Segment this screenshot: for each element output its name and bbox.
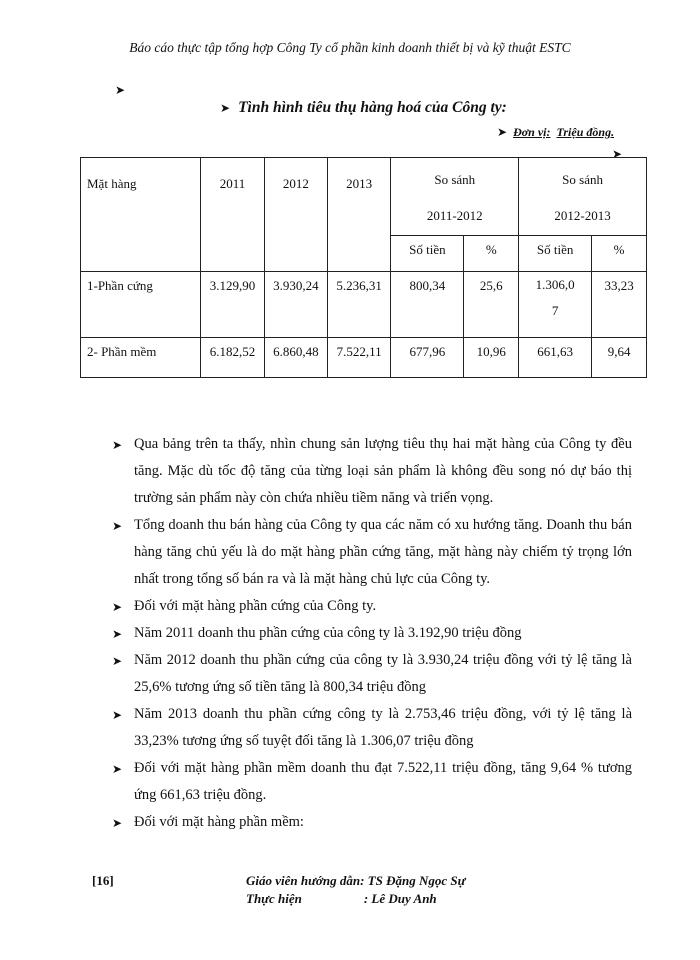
arrowhead-right-icon: ➤ [112, 816, 123, 830]
header-year-2012: 2012 [264, 158, 327, 272]
list-item [112, 647, 632, 701]
list-item [112, 620, 632, 647]
list-item [112, 755, 632, 809]
cell-amount-1: 800,34 [391, 272, 464, 338]
list-item-text: Năm 2011 doanh thu phần cứng của công ty là 3.192,90 triệu đồng [134, 625, 522, 641]
header-year-2013: 2013 [328, 158, 391, 272]
cell-amount-2 [519, 272, 592, 338]
cell-pct-1: 10,96 [464, 338, 519, 378]
cell-pct-2: 9,64 [592, 338, 647, 378]
list-item [112, 431, 632, 512]
list-item-text: Qua bảng trên ta thấy, nhìn chung sản lượng tiêu thụ hai mặt hàng của Công ty đều tăng. Mặc dù tốc độ tăng của từng loại sản phẩm là không đều song nó dự báo thị trường sản phẩm này còn chứa nhiều tiềm năng và triển vọng. [134, 436, 632, 506]
cell-amount-2: 661,63 [519, 338, 592, 378]
cell-amount-2-line2: 7 [551, 303, 559, 318]
arrowhead-right-icon: ➤ [112, 654, 123, 668]
unit-value: Triệu đồng. [556, 125, 615, 139]
row-name: 2- Phần mềm [81, 338, 201, 378]
unit-label: Đơn vị: [513, 125, 551, 139]
cell-pct-1: 25,6 [464, 272, 519, 338]
cell-2012: 6.860,48 [264, 338, 327, 378]
arrowhead-right-icon: ➤ [112, 519, 123, 533]
sub-pct-1: % [464, 236, 519, 272]
list-item-text: Năm 2013 doanh thu phần cứng công ty là 2.753,46 triệu đồng, với tỷ lệ tăng là 33,23% tương ứng số tuyệt đối tăng là 1.306,07 triệu đồng [134, 706, 632, 749]
section-title [220, 99, 507, 117]
performer-label: Thực hiện [246, 891, 302, 906]
header-item: Mặt hàng [81, 158, 201, 272]
cell-amount-2-line1: 1.306,0 [535, 277, 575, 292]
list-item [112, 809, 632, 836]
page-number: [16] [92, 873, 114, 888]
table-row [81, 272, 647, 338]
performer-line [246, 891, 437, 907]
arrowhead-right-icon: ➤ [112, 708, 123, 722]
page-header: Báo cáo thực tập tổng hợp Công Ty cổ phần kinh doanh thiết bị và kỹ thuật ESTC [129, 40, 571, 55]
analysis-list [112, 431, 632, 836]
table-row [81, 338, 647, 378]
arrowhead-right-icon: ➤ [112, 600, 123, 614]
header-compare-1 [391, 158, 519, 236]
compare-1-title: So sánh [434, 172, 476, 187]
arrowhead-right-icon: ➤ [112, 627, 123, 641]
cell-2013: 7.522,11 [328, 338, 391, 378]
compare-2-title: So sánh [562, 172, 603, 187]
cell-2012: 3.930,24 [264, 272, 327, 338]
row-name: 1-Phần cứng [81, 272, 201, 338]
arrowhead-right-icon: ➤ [115, 83, 126, 97]
list-item-text: Tổng doanh thu bán hàng của Công ty qua các năm có xu hướng tăng. Doanh thu bán hàng tăng chủ yếu là do mặt hàng phần cứng tăng, mặt hàng này chiếm tỷ trọng lớn nhất trong tổng số bán ra và là mặt hàng chủ lực của Công ty. [134, 517, 632, 587]
header-compare-2 [519, 158, 647, 236]
list-item-text: Đối với mặt hàng phần cứng của Công ty. [134, 598, 377, 614]
compare-2-range: 2012-2013 [554, 208, 611, 223]
section-title-text: Tình hình tiêu thụ hàng hoá của Công ty: [238, 99, 507, 116]
list-item-text: Đối với mặt hàng phần mềm: [134, 814, 304, 830]
sub-amount-2: Số tiền [519, 236, 592, 272]
list-item-text: Đối với mặt hàng phần mềm doanh thu đạt 7.522,11 triệu đồng, tăng 9,64 % tương ứng 661,63 triệu đồng. [134, 760, 632, 803]
cell-amount-1: 677,96 [391, 338, 464, 378]
arrowhead-right-icon: ➤ [112, 762, 123, 776]
arrowhead-right-icon: ➤ [497, 125, 508, 139]
cell-2011: 3.129,90 [201, 272, 264, 338]
list-item-text: Năm 2012 doanh thu phần cứng của công ty là 3.930,24 triệu đồng với tỷ lệ tăng là 25,6% tương ứng số tiền tăng là 800,34 triệu đồng [134, 652, 632, 695]
performer-name: : Lê Duy Anh [363, 891, 437, 906]
list-item [112, 701, 632, 755]
cell-pct-2: 33,23 [592, 272, 647, 338]
unit-line [497, 125, 614, 140]
arrowhead-right-icon: ➤ [612, 147, 623, 161]
arrowhead-right-icon: ➤ [220, 101, 231, 115]
sub-pct-2: % [592, 236, 647, 272]
compare-1-range: 2011-2012 [426, 208, 483, 223]
cell-2011: 6.182,52 [201, 338, 264, 378]
sales-table [80, 157, 647, 378]
cell-2013: 5.236,31 [328, 272, 391, 338]
advisor-line: Giáo viên hướng dẫn: TS Đặng Ngọc Sự [246, 873, 466, 888]
header-year-2011: 2011 [201, 158, 264, 272]
list-item [112, 512, 632, 593]
arrowhead-right-icon: ➤ [112, 438, 123, 452]
list-item [112, 593, 632, 620]
sub-amount-1: Số tiền [391, 236, 464, 272]
